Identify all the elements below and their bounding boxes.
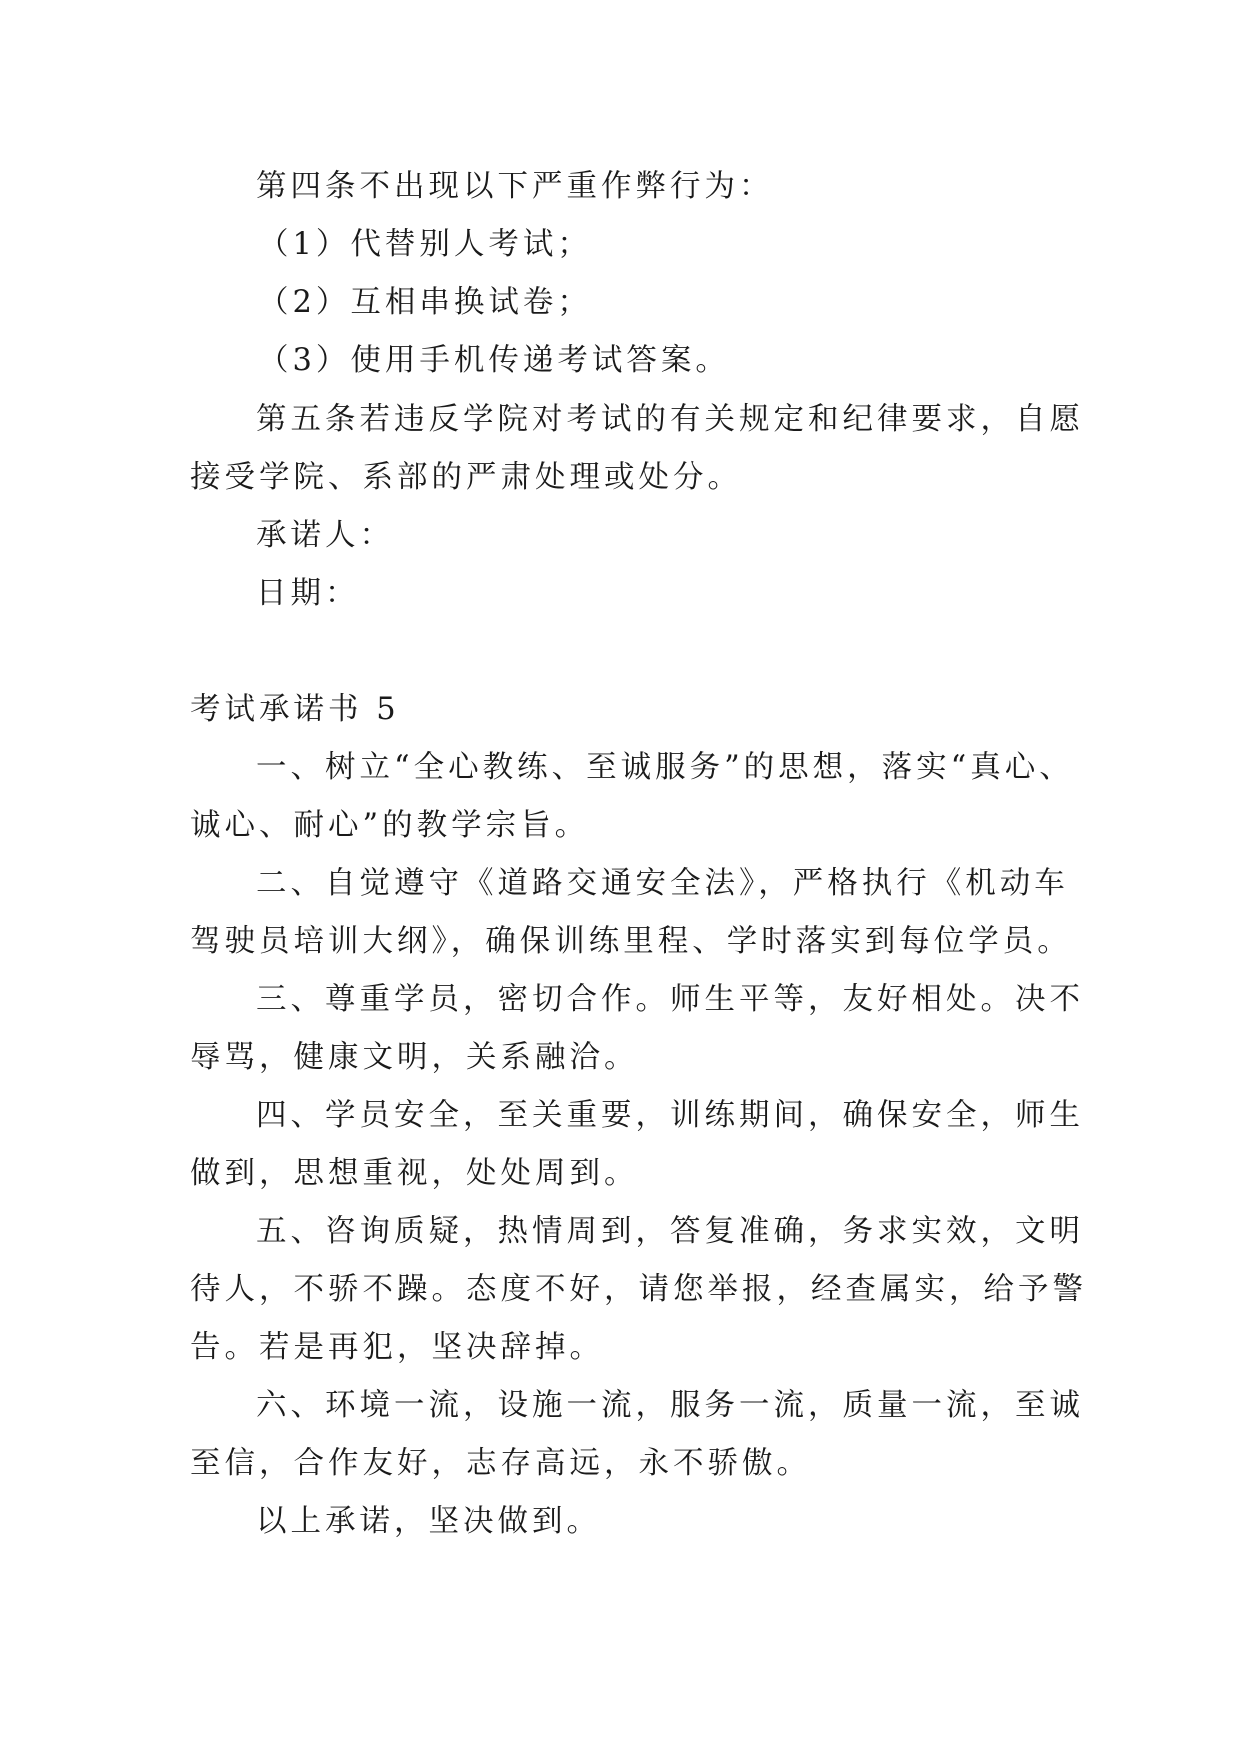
date-label: 日期： (256, 576, 360, 611)
closing-line: 以上承诺，坚决做到。 (256, 1504, 601, 1539)
paragraph-line: 做到，思想重视，处处周到。 (190, 1156, 639, 1191)
paragraph-line: 四、学员安全，至关重要，训练期间，确保安全，师生 (256, 1098, 1084, 1133)
paragraph-line: 五、咨询质疑，热情周到，答复准确，务求实效，文明 (256, 1214, 1084, 1249)
promisor-label: 承诺人： (256, 518, 394, 553)
article-4-heading: 第四条不出现以下严重作弊行为： (256, 169, 774, 204)
list-item: （1）代替别人考试； (258, 227, 592, 262)
paragraph-line: 至信，合作友好，志存高远，永不骄傲。 (190, 1446, 811, 1481)
paragraph-line: 一、树立“全心教练、至诚服务”的思想，落实“真心、 (256, 750, 1074, 785)
paragraph-line: 六、环境一流，设施一流，服务一流，质量一流，至诚 (256, 1388, 1084, 1423)
article-5-line-2: 接受学院、系部的严肃处理或处分。 (190, 460, 742, 495)
paragraph-line: 待人，不骄不躁。态度不好，请您举报，经查属实，给予警 (190, 1272, 1087, 1307)
list-item: （3）使用手机传递考试答案。 (258, 343, 730, 378)
section-title: 考试承诺书 5 (190, 692, 400, 727)
paragraph-line: 诚心、耐心”的教学宗旨。 (190, 808, 590, 843)
paragraph-line: 二、自觉遵守《道路交通安全法》，严格执行《机动车 (256, 866, 1069, 901)
paragraph-line: 告。若是再犯，坚决辞掉。 (190, 1330, 604, 1365)
paragraph-line: 辱骂，健康文明，关系融洽。 (190, 1040, 639, 1075)
paragraph-line: 驾驶员培训大纲》，确保训练里程、学时落实到每位学员。 (190, 924, 1072, 959)
article-5-line-1: 第五条若违反学院对考试的有关规定和纪律要求，自愿 (256, 402, 1084, 437)
paragraph-line: 三、尊重学员，密切合作。师生平等，友好相处。决不 (256, 982, 1084, 1017)
list-item: （2）互相串换试卷； (258, 285, 592, 320)
